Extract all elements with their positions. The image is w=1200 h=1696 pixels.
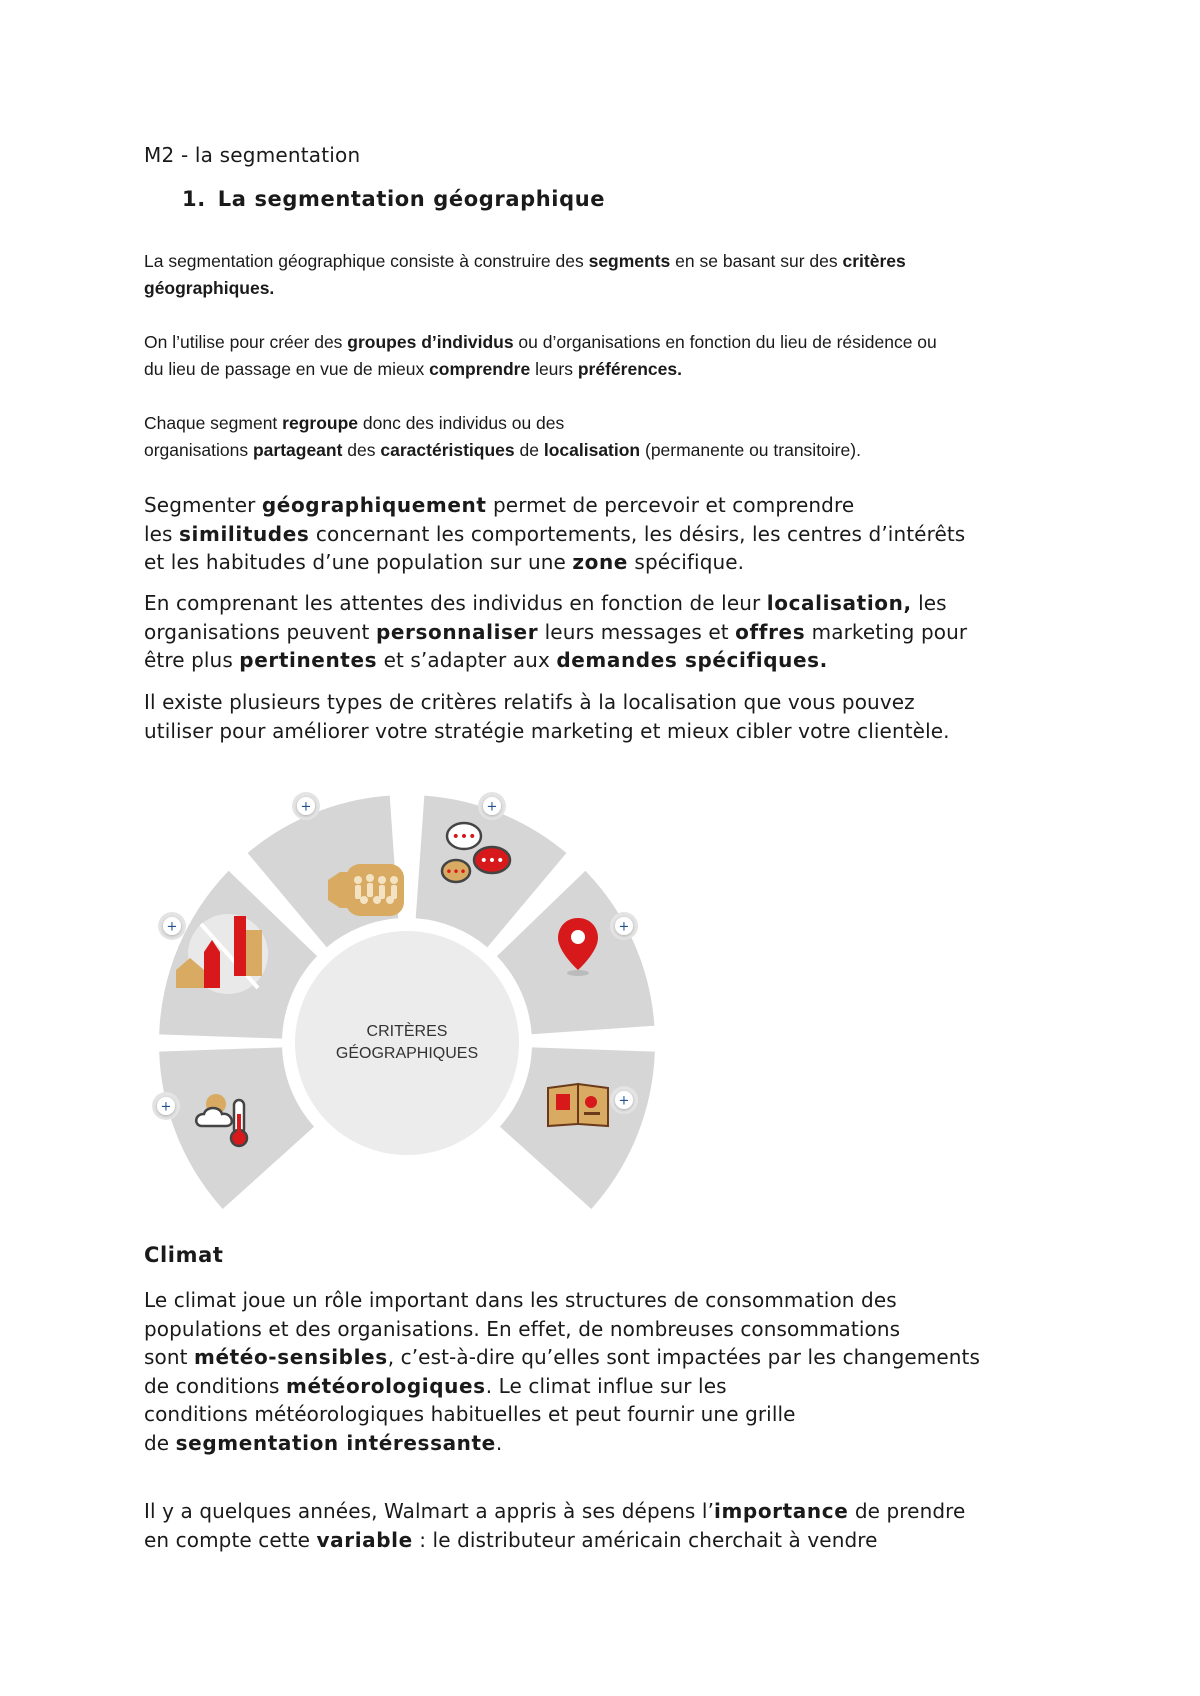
bold-term: caractéristiques (380, 440, 515, 460)
text-span: des (342, 440, 381, 460)
text-span: Il y a quelques années, Walmart a appris à ses dépens l’ (144, 1499, 715, 1523)
page-title: M2 - la segmentation (144, 143, 361, 167)
bold-term: demandes spécifiques. (556, 648, 828, 672)
text-span: du lieu de passage en vue de mieux (144, 359, 430, 379)
text-span: sont (144, 1345, 195, 1369)
bold-term: segmentation intéressante (175, 1430, 496, 1455)
center-label-line1: CRITÈRES (366, 1023, 448, 1040)
plus-sign: + (166, 919, 178, 935)
plus-badge[interactable] (610, 1086, 638, 1114)
text-span: Le climat joue un rôle important dans les structures de consommation des (144, 1288, 897, 1312)
center-circle (295, 931, 519, 1155)
paragraph-walmart (144, 1497, 1084, 1554)
paragraph-types (144, 688, 1084, 745)
section-title: La segmentation géographique (217, 187, 606, 211)
text-span: On l’utilise pour créer des (144, 332, 348, 352)
text-span: Chaque segment (144, 413, 283, 433)
text-span: de (144, 1430, 176, 1455)
text-span: Segmenter (144, 493, 262, 517)
paragraph-climat (144, 1286, 1084, 1457)
text-span: : le distributeur américain cherchait à vendre (412, 1527, 878, 1552)
plus-sign: + (618, 919, 630, 935)
text-span: concernant les comportements, les désirs, les centres d’intérêts (309, 521, 966, 546)
text-span: donc des individus ou des (358, 413, 565, 433)
plus-badge[interactable] (478, 792, 506, 820)
bold-term: regroupe (282, 413, 359, 433)
text-span: utiliser pour améliorer votre stratégie marketing et mieux cibler votre clientèle. (144, 718, 950, 743)
plus-sign: + (160, 1099, 172, 1115)
text-span: conditions météorologiques habituelles et peut fournir une grille (144, 1402, 796, 1426)
text-span: les (911, 591, 947, 615)
svg-text:•••: ••• (451, 829, 477, 845)
bold-term: localisation, (766, 591, 912, 615)
open-book-icon (548, 1084, 608, 1126)
bold-term: météorologiques (286, 1373, 486, 1398)
text-span: en compte cette (144, 1527, 317, 1552)
bold-term: préférences. (577, 359, 682, 379)
text-span: Il existe plusieurs types de critères relatifs à la localisation que vous pouvez (144, 690, 915, 714)
section-heading (182, 187, 605, 211)
bold-term: personnaliser (375, 619, 539, 644)
bold-term: similitudes (179, 521, 310, 546)
text-span: de conditions (144, 1373, 287, 1398)
bold-term: partageant (252, 440, 343, 460)
text-span: de (514, 440, 544, 460)
text-span: spécifique. (627, 550, 745, 574)
bold-term: géographiques. (144, 278, 275, 298)
plus-badge[interactable] (292, 792, 320, 820)
plus-badge[interactable] (610, 912, 638, 940)
text-span: . (495, 1430, 503, 1455)
text-span: (permanente ou transitoire). (640, 440, 861, 460)
text-span: En comprenant les attentes des individus en fonction de leur (144, 591, 767, 615)
bold-term: pertinentes (239, 648, 378, 672)
text-span: être plus (144, 648, 240, 672)
bold-term: localisation (543, 440, 641, 460)
plus-sign: + (300, 799, 312, 815)
plus-badge[interactable] (152, 1092, 180, 1120)
svg-text:•••: ••• (445, 865, 467, 879)
bold-term: groupes d’individus (347, 332, 514, 352)
bold-term: importance (714, 1499, 849, 1523)
text-span: et s’adapter aux (377, 648, 557, 672)
paragraph-segment (144, 410, 1084, 464)
bold-term: comprendre (429, 359, 531, 379)
bold-term: météo-sensibles (194, 1345, 388, 1369)
text-span: leurs messages et (538, 619, 736, 644)
text-span: , c’est-à-dire qu’elles sont impactées par les changements (387, 1345, 981, 1369)
text-span: leurs (530, 359, 578, 379)
criteria-wheel (150, 770, 670, 1210)
bold-term: variable (316, 1527, 413, 1552)
text-span: marketing pour (805, 619, 968, 644)
paragraph-usage (144, 329, 1084, 383)
center-label-line2: GÉOGRAPHIQUES (335, 1045, 479, 1062)
bold-term: segments (588, 251, 671, 271)
text-span: les (144, 521, 180, 546)
svg-text:•••: ••• (479, 853, 505, 869)
text-span: organisations peuvent (144, 619, 376, 644)
text-span: et les habitudes d’une population sur une (144, 550, 573, 574)
text-span: La segmentation géographique consiste à construire des (144, 251, 589, 271)
paragraph-segmenter (144, 491, 1084, 577)
text-span: populations et des organisations. En effet, de nombreuses consommations (144, 1316, 901, 1341)
bold-term: géographiquement (261, 493, 487, 517)
text-span: ou d’organisations en fonction du lieu de résidence ou (513, 332, 937, 352)
bold-term: zone (572, 550, 628, 574)
text-span: permet de percevoir et comprendre (486, 493, 855, 517)
bold-term: offres (735, 619, 806, 644)
plus-badge[interactable] (158, 912, 186, 940)
geographic-criteria-diagram (150, 770, 670, 1210)
bold-term: critères (842, 251, 906, 271)
text-span: . Le climat influe sur les (485, 1373, 727, 1398)
plus-sign: + (486, 799, 498, 815)
paragraph-definition (144, 248, 1084, 302)
paragraph-comprenant (144, 589, 1084, 675)
text-span: en se basant sur des (670, 251, 843, 271)
text-span: de prendre (848, 1499, 966, 1523)
section-number: 1. (182, 187, 206, 211)
climat-heading: Climat (144, 1243, 224, 1267)
text-span: organisations (144, 440, 253, 460)
plus-sign: + (618, 1093, 630, 1109)
wheel-segment[interactable] (500, 1047, 655, 1209)
